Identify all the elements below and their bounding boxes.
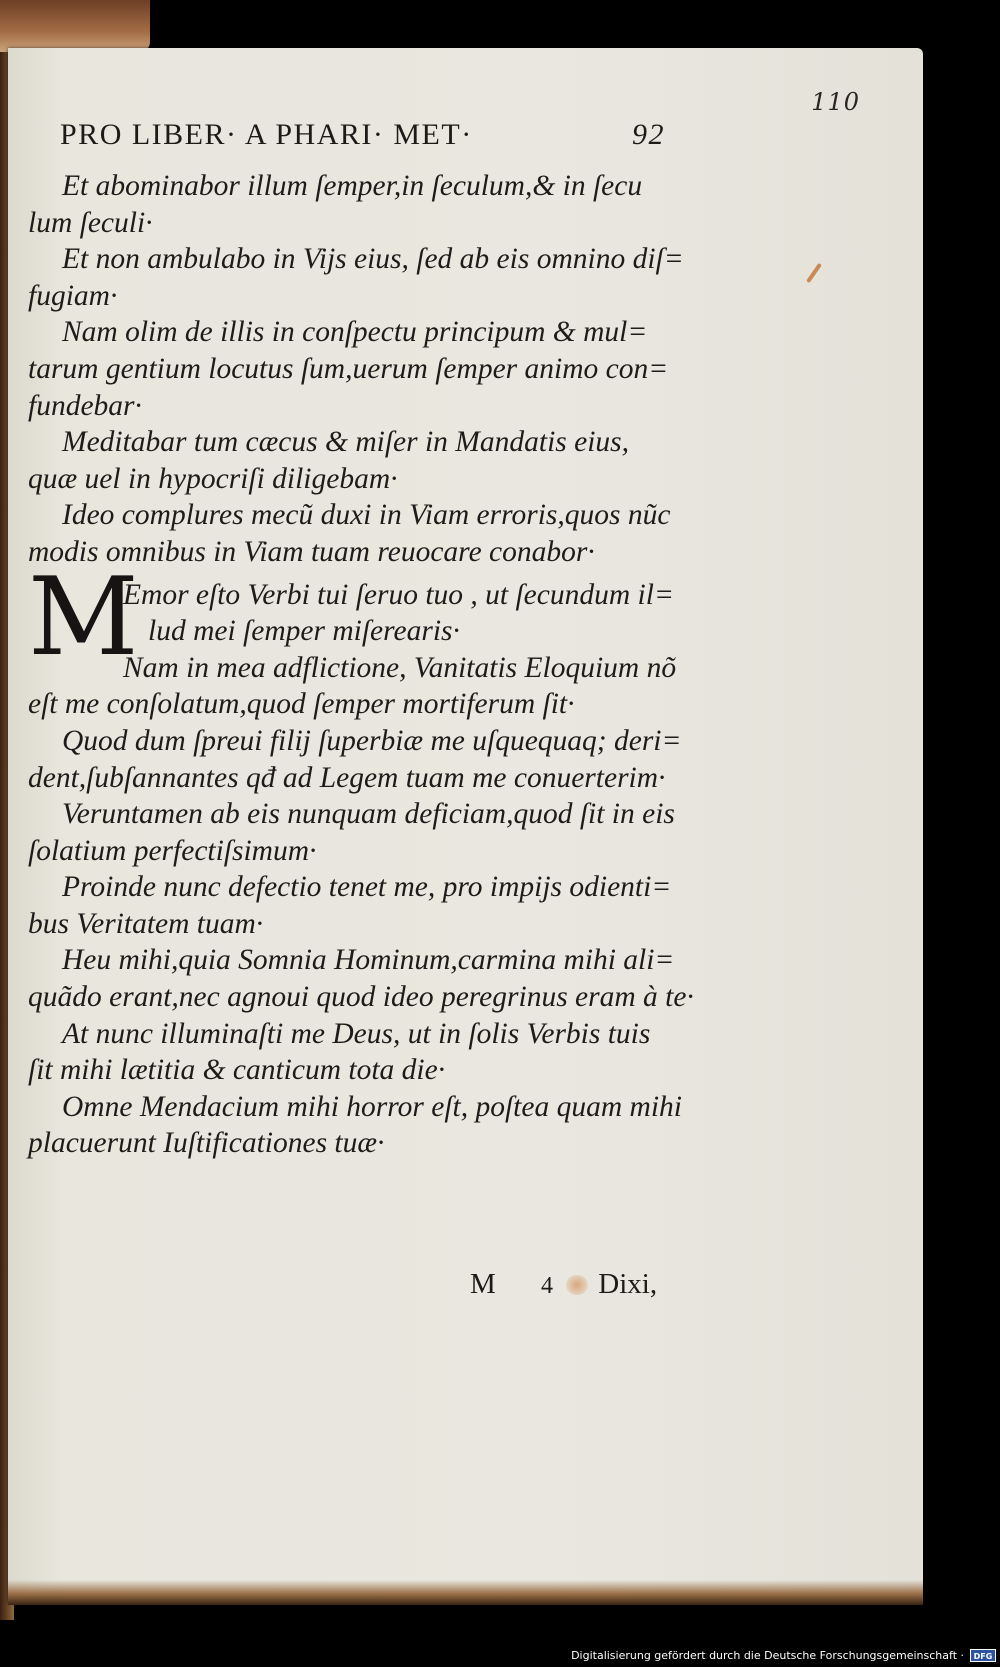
verse <box>28 796 675 869</box>
verse-line: Nam olim de illis in conſpectu principum & mul= <box>62 316 648 349</box>
verse-line: quãdo erant,nec agnoui quod ideo peregrinus eram à te· <box>28 981 694 1014</box>
running-head-title: PRO LIBER· A PHARI· MET· <box>60 118 473 151</box>
dfg-logo-icon: DFG <box>970 1649 996 1662</box>
page-bottom-edge <box>8 1580 923 1605</box>
verse-line: lum ſeculi· <box>28 206 153 239</box>
verse-line: Quod dum ſpreui filij ſuperbiæ me uſquequaq; deri= <box>62 724 682 757</box>
signature-mark: M <box>470 1268 496 1300</box>
verse-line: fugiam· <box>28 279 118 312</box>
drop-cap-initial: M <box>28 554 139 680</box>
verse <box>28 424 668 497</box>
verse-line: Omne Mendacium mihi horror eſt, poſtea quam mihi <box>62 1090 682 1123</box>
signature-number: 4 <box>541 1273 554 1299</box>
verse-line: quæ uel in hypocriſi diligebam· <box>28 462 398 495</box>
verse <box>28 241 684 314</box>
running-head <box>60 118 665 152</box>
verse <box>28 1089 682 1162</box>
verse-line: fundebar· <box>28 389 142 422</box>
binding-corner <box>0 0 150 52</box>
verse <box>28 168 668 241</box>
verse-line: At nunc illuminaſti me Deus, ut in ſolis Verbis tuis <box>62 1017 651 1050</box>
funding-credit: Digitalisierung gefördert durch die Deutsche Forschungsgemeinschaft · <box>571 1649 964 1662</box>
catchword: Dixi, <box>598 1268 658 1300</box>
verse-line: Et abominabor illum ſemper,in ſeculum,& in ſecu <box>62 170 643 202</box>
verse-line: Nam in mea adflictione, Vanitatis Eloquium nõ <box>123 651 677 684</box>
signature-line <box>470 1268 657 1301</box>
verse <box>28 314 668 424</box>
verse-line: Veruntamen ab eis nunquam deficiam,quod ſit in eis <box>62 798 675 831</box>
verse-line: eſt me conſolatum,quod ſemper mortiferum ſit· <box>28 688 575 721</box>
verse <box>28 942 694 1015</box>
verse-line: modis omnibus in Viam tuam reuocare conabor· <box>28 535 595 568</box>
verse <box>28 723 682 796</box>
verse-line: dent,ſubſannantes qđ ad Legem tuam me conuerterim· <box>28 761 666 794</box>
body-text <box>28 168 694 1162</box>
verse-line: Ideo complures mecũ duxi in Viam erroris,quos nũc <box>62 499 671 532</box>
folio-number: 110 <box>811 88 860 116</box>
verse-line: Et non ambulabo in Vijs eius, ſed ab eis omnino diſ= <box>62 243 684 276</box>
verse-line: placuerunt Iuſtificationes tuæ· <box>28 1127 385 1160</box>
verse-line: Heu mihi,quia Somnia Hominum,carmina mihi ali= <box>62 944 675 977</box>
verse-line: ſolatium perfectiſsimum· <box>28 834 317 867</box>
psalm-section-opening <box>28 554 677 723</box>
page-number: 92 <box>632 118 665 151</box>
verse <box>28 869 672 942</box>
verse-line: tarum gentium locutus ſum,uerum ſemper animo con= <box>28 352 669 385</box>
verse-line: bus Veritatem tuam· <box>28 907 264 940</box>
verse <box>28 1016 668 1089</box>
verse-line: Meditabar tum cæcus & miſer in Mandatis eius, <box>62 426 630 459</box>
verse-line: ſit mihi lætitia & canticum tota die· <box>28 1054 446 1087</box>
verse-line: lud mei ſemper miſerearis· <box>148 615 460 648</box>
verse-line: Proinde nunc defectio tenet me, pro impijs odienti= <box>62 871 672 904</box>
footer-bar <box>0 1641 1000 1667</box>
verse-line: Emor eſto Verbi tui ſeruo tuo , ut ſecundum il= <box>123 578 674 611</box>
